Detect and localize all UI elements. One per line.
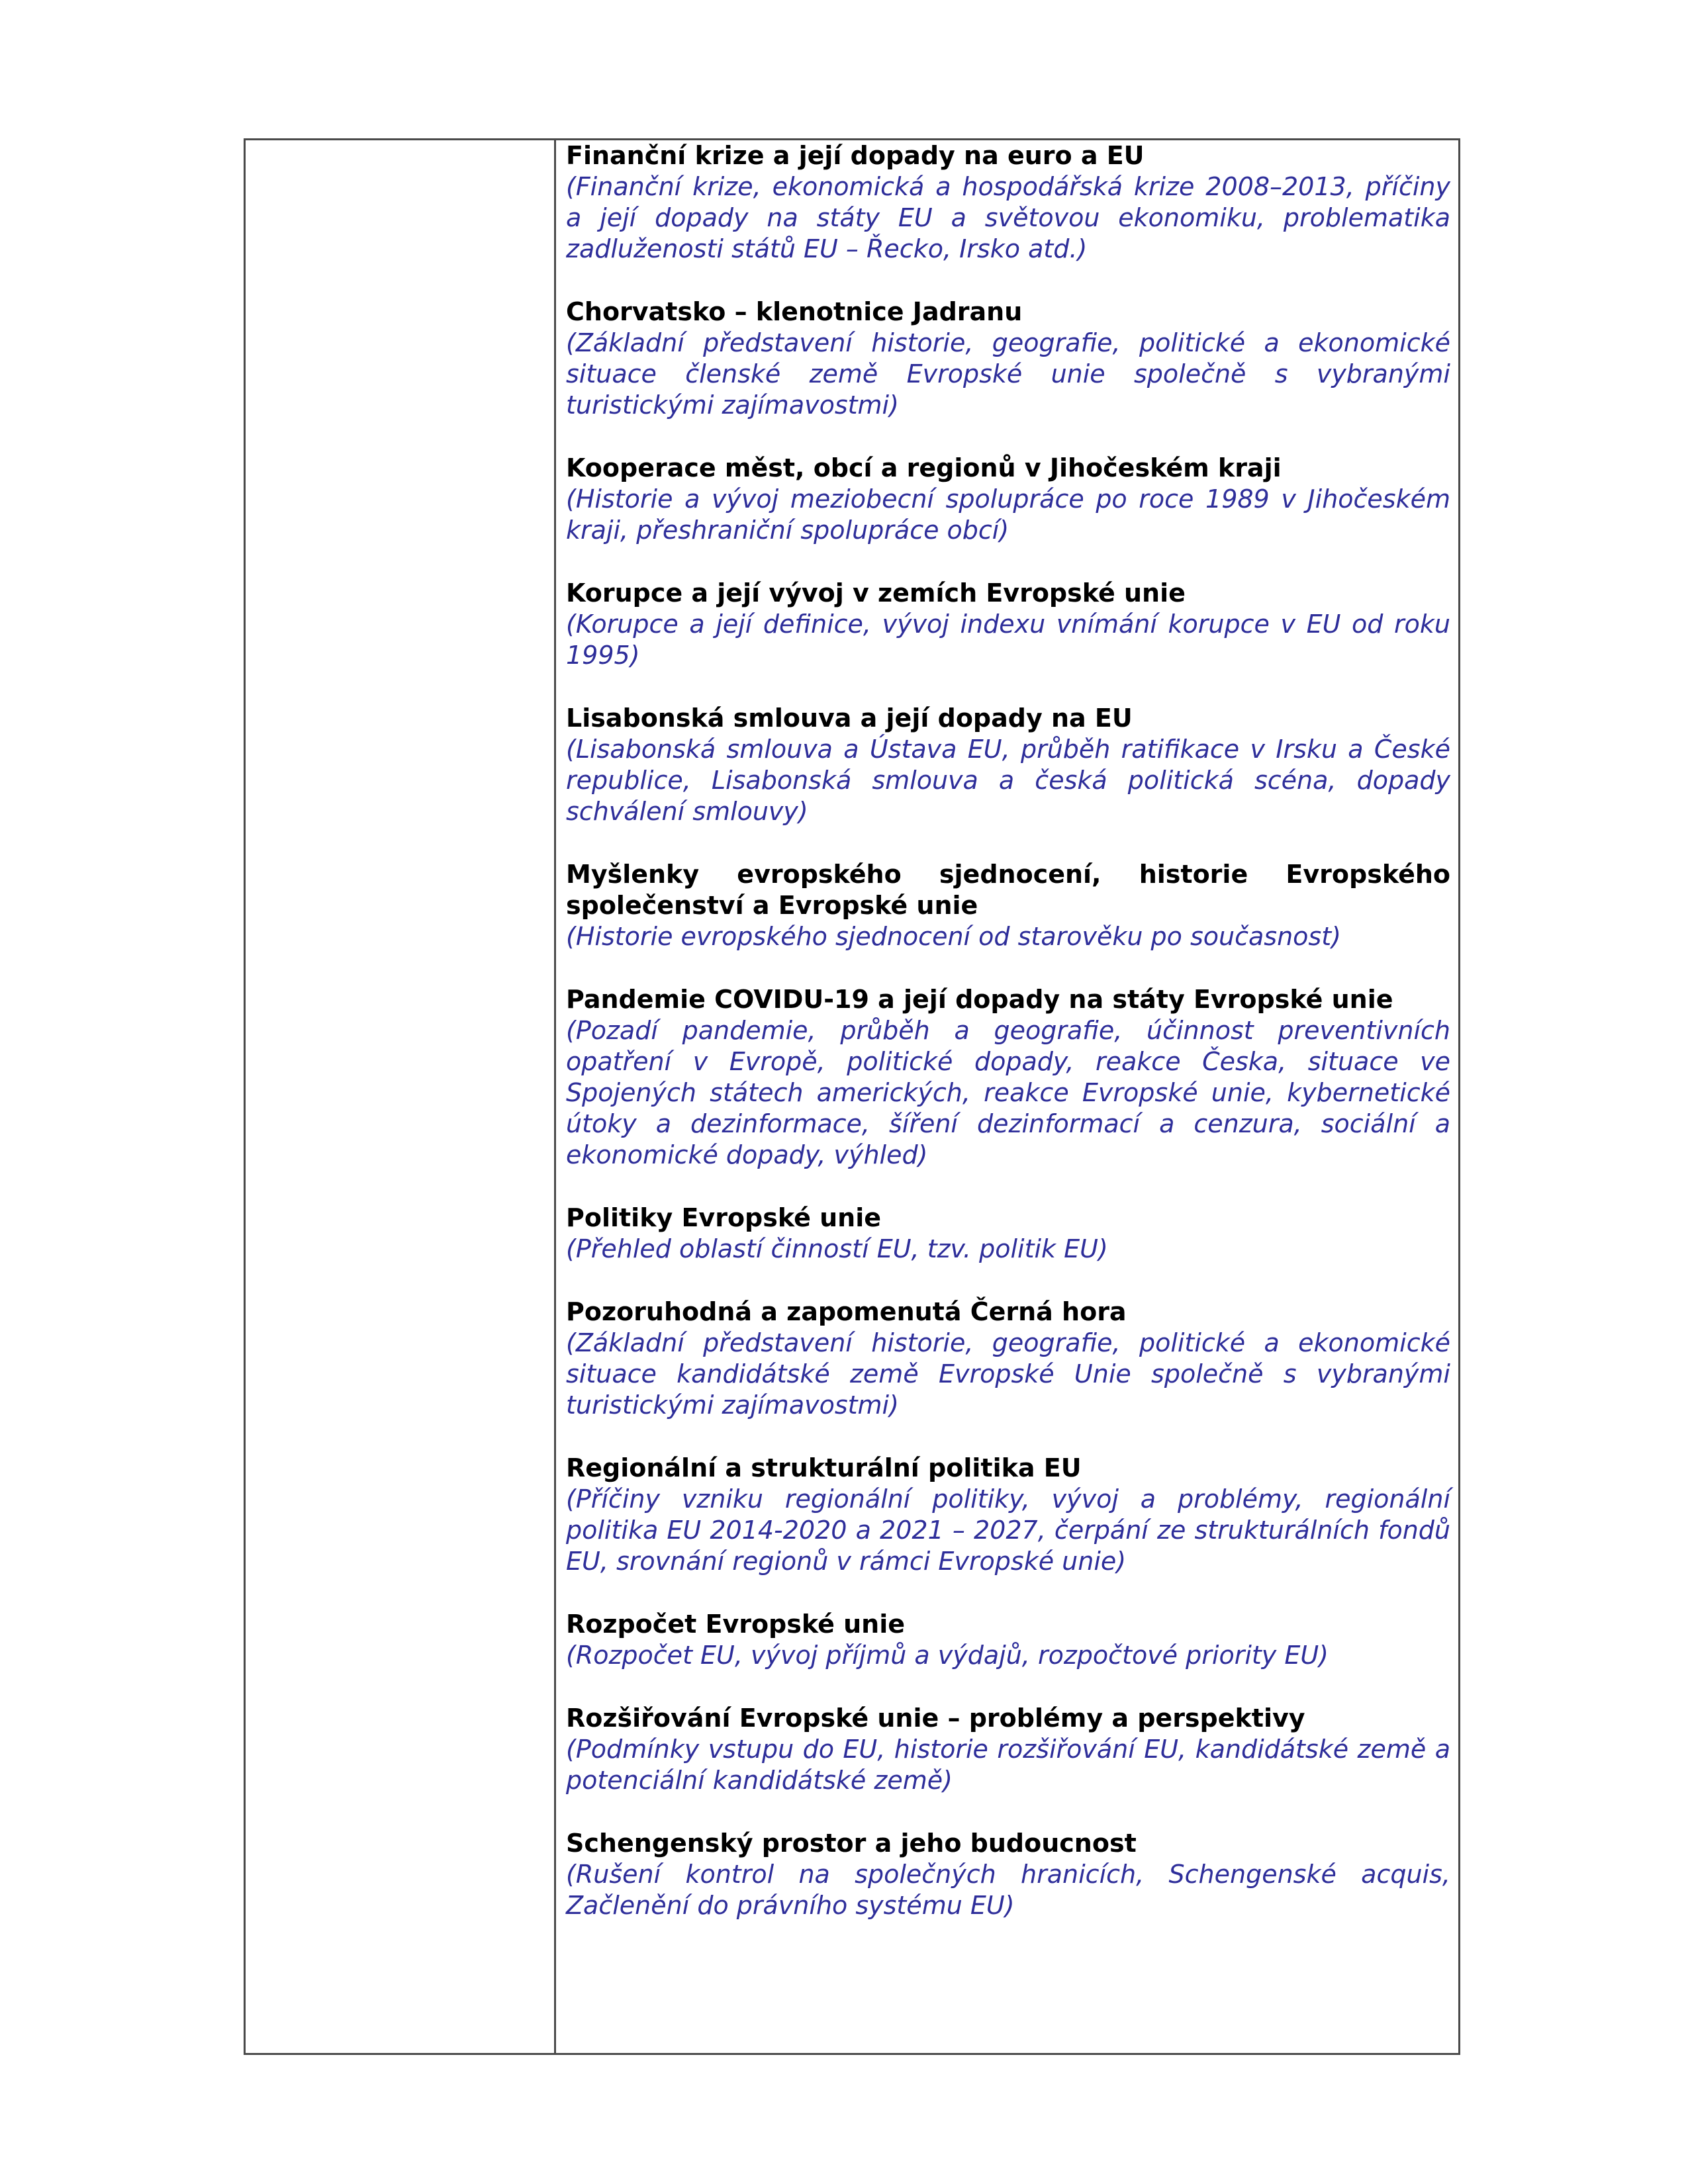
topic-item [566,296,1450,421]
topic-item [566,453,1450,546]
topic-title: Finanční krize a její dopady na euro a EU [566,141,1145,170]
topic-description: (Rušení kontrol na společných hranicích, Schengenské acquis, Začlenění do právního systému EU) [566,1860,1450,1920]
topic-item [566,1297,1450,1421]
topic-item [566,984,1450,1171]
table-left-cell [246,140,556,2053]
topic-description: (Základní představení historie, geografie, politické a ekonomické situace kandidátské země Evropské Unie společně s vybranými turistickými zajímavostmi) [566,1328,1450,1420]
topic-item [566,859,1450,952]
topic-item [566,140,1450,265]
topic-title: Politiky Evropské unie [566,1203,882,1232]
topic-description: (Finanční krize, ekonomická a hospodářská krize 2008–2013, příčiny a její dopady na státy EU a světovou ekonomiku, problematika zadluženosti států EU – Řecko, Irsko atd.) [566,172,1450,263]
topic-title: Regionální a strukturální politika EU [566,1453,1082,1482]
topic-title: Rozpočet Evropské unie [566,1610,906,1639]
topic-item [566,1609,1450,1671]
topic-description: (Přehled oblastí činností EU, tzv. politik EU) [566,1234,1108,1263]
topic-item [566,1453,1450,1577]
topic-description: (Historie evropského sjednocení od starověku po současnost) [566,922,1341,951]
topic-item [566,703,1450,827]
topic-description: (Historie a vývoj meziobecní spolupráce po roce 1989 v Jihočeském kraji, přeshraniční spolupráce obcí) [566,484,1450,545]
topic-description: (Korupce a její definice, vývoj indexu vnímání korupce v EU od roku 1995) [566,610,1450,670]
topic-item [566,1828,1450,1921]
topics-table [244,138,1460,2055]
topic-title: Rozšiřování Evropské unie – problémy a perspektivy [566,1704,1305,1733]
topic-description: (Podmínky vstupu do EU, historie rozšiřování EU, kandidátské země a potenciální kandidátské země) [566,1735,1450,1795]
topic-description: (Základní představení historie, geografie, politické a ekonomické situace členské země Evropské unie společně s vybranými turistickými zajímavostmi) [566,328,1450,420]
topic-description: (Příčiny vzniku regionální politiky, vývoj a problémy, regionální politika EU 2014-2020 a 2021 – 2027, čerpání ze strukturálních fondů EU, srovnání regionů v rámci Evropské unie) [566,1484,1450,1576]
topic-title: Lisabonská smlouva a její dopady na EU [566,704,1133,733]
topic-title: Pozoruhodná a zapomenutá Černá hora [566,1297,1127,1326]
topic-description: (Lisabonská smlouva a Ústava EU, průběh ratifikace v Irsku a České republice, Lisabonská smlouva a česká politická scéna, dopady schválení smlouvy) [566,735,1450,826]
topic-title: Kooperace měst, obcí a regionů v Jihočeském kraji [566,453,1282,482]
topic-title: Myšlenky evropského sjednocení, historie Evropského společenství a Evropské unie [566,860,1450,920]
topic-item [566,1703,1450,1796]
topic-title: Schengenský prostor a jeho budoucnost [566,1829,1137,1858]
topic-description: (Rozpočet EU, vývoj příjmů a výdajů, rozpočtové priority EU) [566,1641,1329,1670]
topic-title: Pandemie COVIDU-19 a její dopady na státy Evropské unie [566,985,1393,1014]
topic-description: (Pozadí pandemie, průběh a geografie, účinnost preventivních opatření v Evropě, politické dopady, reakce Česka, situace ve Spojených státech amerických, reakce Evropské unie, kybernetické útoky a dezinformace, šíření dezinformací a cenzura, sociální a ekonomické dopady, výhled) [566,1016,1450,1169]
topic-item [566,1203,1450,1265]
topic-title: Korupce a její vývoj v zemích Evropské unie [566,578,1186,608]
topic-item [566,578,1450,671]
topic-title: Chorvatsko – klenotnice Jadranu [566,297,1023,326]
table-right-cell [566,140,1450,2053]
